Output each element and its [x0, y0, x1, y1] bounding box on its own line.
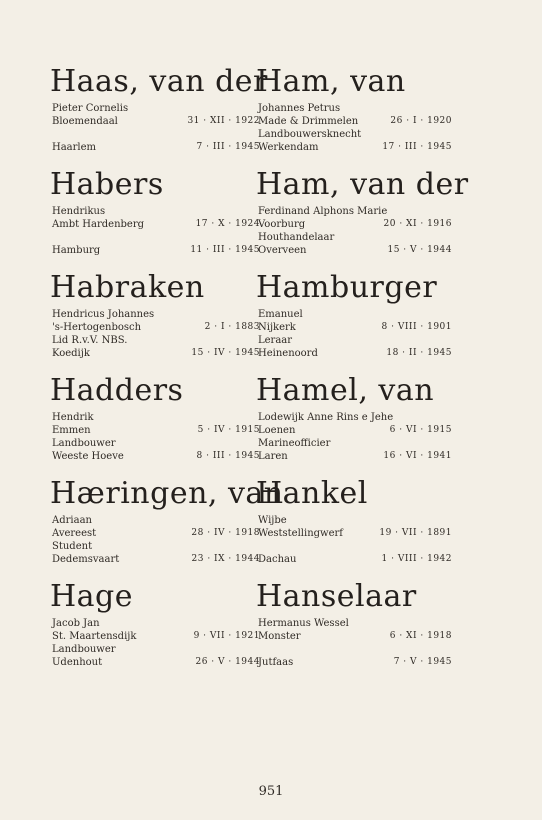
entry-occupation-line: [50, 231, 260, 244]
entry-occupation-line: [256, 540, 452, 553]
death-place: Koedijk: [52, 348, 90, 359]
entry-firstname: Hendrikus: [52, 206, 106, 217]
birth-date: 9 · VII · 1921: [193, 631, 260, 641]
entry-firstname: Ferdinand Alphons Marie: [258, 206, 388, 217]
birth-place: Monster: [258, 631, 301, 642]
death-place: Overveen: [258, 245, 307, 256]
entry-firstname: Jacob Jan: [52, 618, 100, 629]
register-entry: [50, 371, 260, 474]
birth-place: Made & Drimmelen: [258, 116, 359, 127]
entry-firstname: Johannes Petrus: [258, 103, 341, 114]
entry-surname: Hadders: [50, 373, 184, 408]
birth-place: Nijkerk: [258, 322, 296, 333]
occupation: Landbouwer: [52, 644, 116, 655]
register-entry: [256, 165, 469, 268]
birth-date: 20 · XI · 1916: [383, 219, 452, 229]
birth-date: 31 · XII · 1922: [187, 116, 260, 126]
death-date: 1 · VIII · 1942: [381, 554, 452, 564]
death-date: 15 · V · 1944: [387, 245, 452, 255]
register-entry: [256, 577, 452, 669]
death-place: Heinenoord: [258, 348, 318, 359]
entry-birth-line: [50, 218, 260, 231]
entry-birth-line: [50, 115, 260, 128]
death-date: 23 · IX · 1944: [191, 554, 260, 564]
death-date: 11 · III · 1945: [190, 245, 260, 255]
entry-surname: Haas, van der: [50, 64, 268, 99]
entry-surname: Hankel: [256, 476, 368, 511]
death-place: Laren: [258, 451, 288, 462]
death-date: 15 · IV · 1945: [191, 348, 260, 358]
entry-firstname: Hendrik: [52, 412, 94, 423]
entry-firstname: Emanuel: [258, 309, 303, 320]
entry-firstname: Hendricus Johannes: [52, 309, 155, 320]
entry-birth-line: [256, 630, 452, 643]
entry-occupation-line: [50, 437, 260, 450]
birth-date: 6 · XI · 1918: [389, 631, 452, 641]
birth-place: Voorburg: [258, 219, 306, 230]
death-place: Dedemsvaart: [52, 554, 120, 565]
death-date: 8 · III · 1945: [196, 451, 260, 461]
death-date: 7 · III · 1945: [196, 142, 260, 152]
register-entry: [256, 371, 452, 474]
birth-place: 's-Hertogenbosch: [52, 322, 142, 333]
entry-death-line: [50, 347, 260, 360]
occupation: Houthandelaar: [258, 232, 335, 243]
birth-place: Emmen: [52, 425, 91, 436]
entry-birth-line: [50, 424, 260, 437]
birth-date: 17 · X · 1924: [195, 219, 260, 229]
register-entry: [256, 268, 452, 371]
entry-death-line: [50, 656, 260, 669]
entry-occupation-line: [50, 128, 260, 141]
death-place: Hamburg: [52, 245, 101, 256]
entry-surname: Hæringen, van: [50, 476, 284, 511]
entry-birth-line: [256, 321, 452, 334]
birth-place: Ambt Hardenberg: [52, 219, 145, 230]
entry-birth-line: [50, 630, 260, 643]
entry-death-line: [50, 244, 260, 257]
death-place: Weeste Hoeve: [52, 451, 124, 462]
entry-death-line: [256, 244, 452, 257]
entry-firstname: Hermanus Wessel: [258, 618, 349, 629]
birth-date: 8 · VIII · 1901: [381, 322, 452, 332]
death-date: 18 · II · 1945: [386, 348, 452, 358]
entry-surname: Ham, van der: [256, 167, 469, 202]
occupation: Landbouwersknecht: [258, 129, 362, 140]
register-entry: [50, 165, 260, 268]
entry-occupation-line: [256, 334, 452, 347]
entry-death-line: [256, 553, 452, 566]
entry-surname: Habers: [50, 167, 164, 202]
entry-birth-line: [256, 527, 452, 540]
entry-death-line: [50, 141, 260, 154]
birth-place: Bloemendaal: [52, 116, 118, 127]
entry-surname: Hamburger: [256, 270, 438, 305]
birth-place: Loenen: [258, 425, 296, 436]
occupation: Lid R.v.V. NBS.: [52, 335, 128, 346]
birth-place: Avereest: [52, 528, 97, 539]
birth-date: 28 · IV · 1918: [191, 528, 260, 538]
page-number: 951: [258, 784, 284, 799]
birth-date: 19 · VII · 1891: [379, 528, 452, 538]
death-place: Dachau: [258, 554, 297, 565]
register-entry: [50, 268, 260, 371]
death-place: Werkendam: [258, 142, 319, 153]
occupation: Marineofficier: [258, 438, 331, 449]
register-entry: [256, 474, 452, 577]
birth-date: 5 · IV · 1915: [197, 425, 260, 435]
death-place: Haarlem: [52, 142, 97, 153]
entry-birth-line: [256, 115, 452, 128]
register-entry: [256, 62, 452, 165]
death-date: 17 · III · 1945: [382, 142, 452, 152]
entry-surname: Habraken: [50, 270, 205, 305]
entry-occupation-line: [256, 231, 452, 244]
entry-occupation-line: [50, 334, 260, 347]
entry-occupation-line: [50, 643, 260, 656]
entry-occupation-line: [256, 437, 452, 450]
birth-place: Weststellingwerf: [258, 528, 343, 539]
show-through-ghost-text: [454, 0, 542, 820]
entry-surname: Hamel, van: [256, 373, 435, 408]
birth-date: 26 · I · 1920: [390, 116, 452, 126]
entry-birth-line: [256, 218, 452, 231]
occupation: Leraar: [258, 335, 293, 346]
death-place: Udenhout: [52, 657, 103, 668]
entry-birth-line: [50, 321, 260, 334]
birth-date: 6 · VI · 1915: [389, 425, 452, 435]
birth-date: 2 · I · 1883: [204, 322, 260, 332]
death-date: 26 · V · 1944: [195, 657, 260, 667]
entry-firstname: Pieter Cornelis: [52, 103, 129, 114]
right-column: [256, 62, 469, 669]
entry-firstname: Lodewijk Anne Rins e Jehe: [258, 412, 394, 423]
entry-death-line: [256, 450, 452, 463]
entry-occupation-line: [256, 643, 452, 656]
register-entry: [50, 62, 268, 165]
death-date: 7 · V · 1945: [393, 657, 452, 667]
entry-surname: Hanselaar: [256, 579, 417, 614]
entry-firstname: Wijbe: [258, 515, 287, 526]
entry-death-line: [256, 347, 452, 360]
entry-death-line: [50, 553, 260, 566]
occupation: Student: [52, 541, 93, 552]
entry-occupation-line: [50, 540, 260, 553]
entry-death-line: [256, 656, 452, 669]
death-date: 16 · VI · 1941: [383, 451, 452, 461]
entry-surname: Hage: [50, 579, 134, 614]
occupation: Landbouwer: [52, 438, 116, 449]
birth-place: St. Maartensdijk: [52, 631, 137, 642]
entry-surname: Ham, van: [256, 64, 406, 99]
death-place: Jutfaas: [258, 657, 294, 668]
entry-death-line: [50, 450, 260, 463]
entry-birth-line: [50, 527, 260, 540]
entry-birth-line: [256, 424, 452, 437]
register-entry: [50, 577, 260, 669]
entry-firstname: Adriaan: [52, 515, 92, 526]
entry-occupation-line: [256, 128, 452, 141]
entry-death-line: [256, 141, 452, 154]
